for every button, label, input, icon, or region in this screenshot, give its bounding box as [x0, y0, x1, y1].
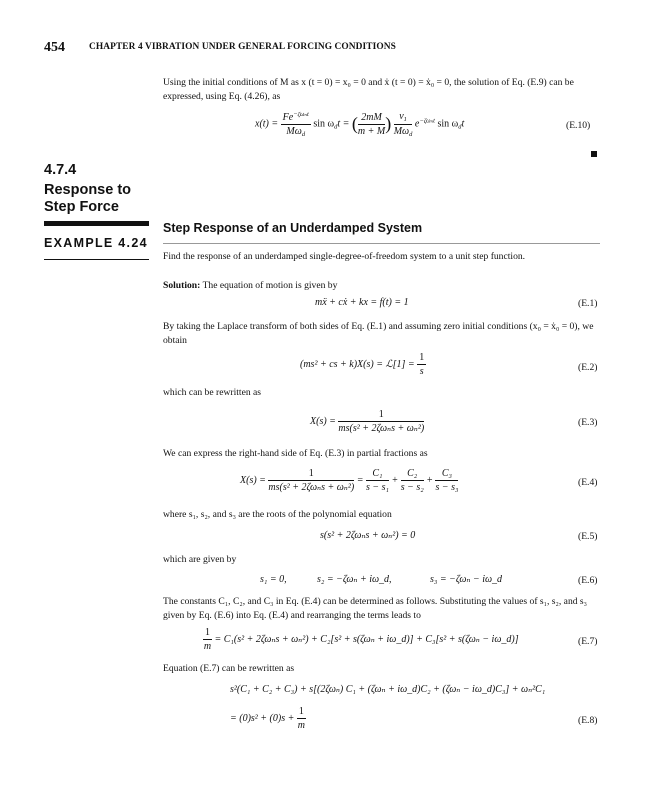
solution-line	[163, 279, 603, 293]
given-by-paragraph: which are given by	[163, 554, 237, 565]
section-title: Response to Step Force	[44, 182, 132, 215]
e8-label: (E.8)	[578, 715, 598, 726]
end-of-proof-marker	[591, 151, 597, 157]
equation-e8-line1: s²(C₁ + C₂ + C₃) + s[(2ζωₙ) C₁ + (ζωₙ + iω_d)C₂ + (ζωₙ − iω_d)C₃] + ωₙ²C₁	[230, 684, 546, 695]
e6-root-1: s₁ = 0,	[260, 574, 287, 585]
equation-e8-line2: = (0)s² + (0)s + $\frac{1}{m}$	[230, 706, 305, 731]
running-title: CHAPTER 4 VIBRATION UNDER GENERAL FORCING CONDITIONS	[89, 42, 396, 52]
laplace-paragraph: By taking the Laplace transform of both sides of Eq. (E.1) and assuming zero initial conditions (x₀ = ẋ₀ = 0), we obtain	[163, 321, 594, 346]
e6-root-3: s₃ = −ζωₙ − iω_d	[430, 574, 503, 585]
intro-paragraph: Using the initial conditions of M as x (t = 0) = x₀ = 0 and ẋ (t = 0) = ẋ₀ = 0, the solution of Eq. (E.9) can be expressed, using Eq. (4.26), as	[163, 77, 574, 102]
equation-e2: (ms² + cs + k)X(s) = ℒ[1] = $\frac{1}{s}$	[300, 352, 425, 377]
e10-paren-frac: $\frac{2mM}{m + M}$	[357, 111, 386, 137]
e10-frac1: $\frac{Fe^{-\zeta\omega_nt}}{M\omega_d}$	[282, 111, 309, 138]
solution-label: Solution:	[163, 280, 201, 291]
e1-label: (E.1)	[578, 298, 598, 309]
equation-e5: s(s² + 2ζωₙs + ωₙ²) = 0	[320, 530, 416, 541]
e10-label: (E.10)	[566, 120, 591, 131]
e5-label: (E.5)	[578, 531, 598, 542]
e6-label: (E.6)	[578, 575, 598, 586]
example-problem: Find the response of an underdamped single-degree-of-freedom system to a unit step function.	[163, 251, 526, 262]
page-number: 454	[44, 40, 65, 55]
e6-root-2: s₂ = −ζωₙ + iω_d,	[317, 574, 392, 585]
e10-lhs: x(t) =	[255, 118, 279, 130]
rewritten-paragraph-2: Equation (E.7) can be rewritten as	[163, 663, 295, 674]
roots-paragraph: where s₁, s₂, and s₃ are the roots of the polynomial equation	[163, 509, 392, 520]
e2-label: (E.2)	[578, 362, 598, 373]
constants-paragraph: The constants C₁, C₂, and C₃ in Eq. (E.4) can be determined as follows. Substituting the values of s₁, s₂, and s₃ given by Eq. (E.6) into Eq. (E.4) and rearranging the terms leads to	[163, 596, 588, 621]
equation-e10: x(t) = $\frac{Fe^{-\zeta\omega_nt}}{M\omega_d}$ $\sin \omega_dt$ = ( $\frac{2mM}{m + M}$ ) $\frac{v_1}{M\omega_d}$ $e^{-\zeta\omega_nt}$ $\sin \omega_dt$	[255, 110, 465, 138]
equation-e7: $\frac{1}{m}$ = C₁(s² + 2ζωₙs + ωₙ²) + C₂[s² + s(ζωₙ + iω_d)] + C₃[s² + s(ζωₙ − iω_d)]	[203, 627, 519, 652]
example-title: Step Response of an Underdamped System	[163, 221, 423, 235]
e7-label: (E.7)	[578, 636, 598, 647]
solution-text: The equation of motion is given by	[202, 280, 338, 291]
e10-frac2: $\frac{v_1}{M\omega_d}$	[393, 110, 413, 138]
equation-e3: X(s) = $\frac{1}{\text{ms(s² + 2ζωₙs + ωₙ²)}}$	[310, 409, 425, 434]
equation-e4: X(s) = $\frac{1}{\text{ms(s² + 2ζωₙs + ωₙ²)}}$ = $\frac{\text{C₁}}{\text{s − s₁}}$ + $\frac{\text{C₂}}{\text{s − s₂}}$ + $\frac{\text{C₃}}{\text{s − s₃}}$	[240, 468, 459, 493]
example-title-rule	[163, 243, 600, 244]
equation-e1: mẍ + cẋ + kx = f(t) = 1	[315, 297, 409, 308]
e4-label: (E.4)	[578, 477, 598, 488]
section-number: 4.7.4	[44, 162, 77, 178]
example-label: EXAMPLE 4.24	[44, 236, 148, 250]
e3-label: (E.3)	[578, 417, 598, 428]
example-bar-bottom	[44, 259, 149, 260]
example-bar-top	[44, 221, 149, 226]
rewritten-paragraph-1: which can be rewritten as	[163, 387, 262, 398]
partial-fraction-paragraph: We can express the right-hand side of Eq. (E.3) in partial fractions as	[163, 448, 428, 459]
